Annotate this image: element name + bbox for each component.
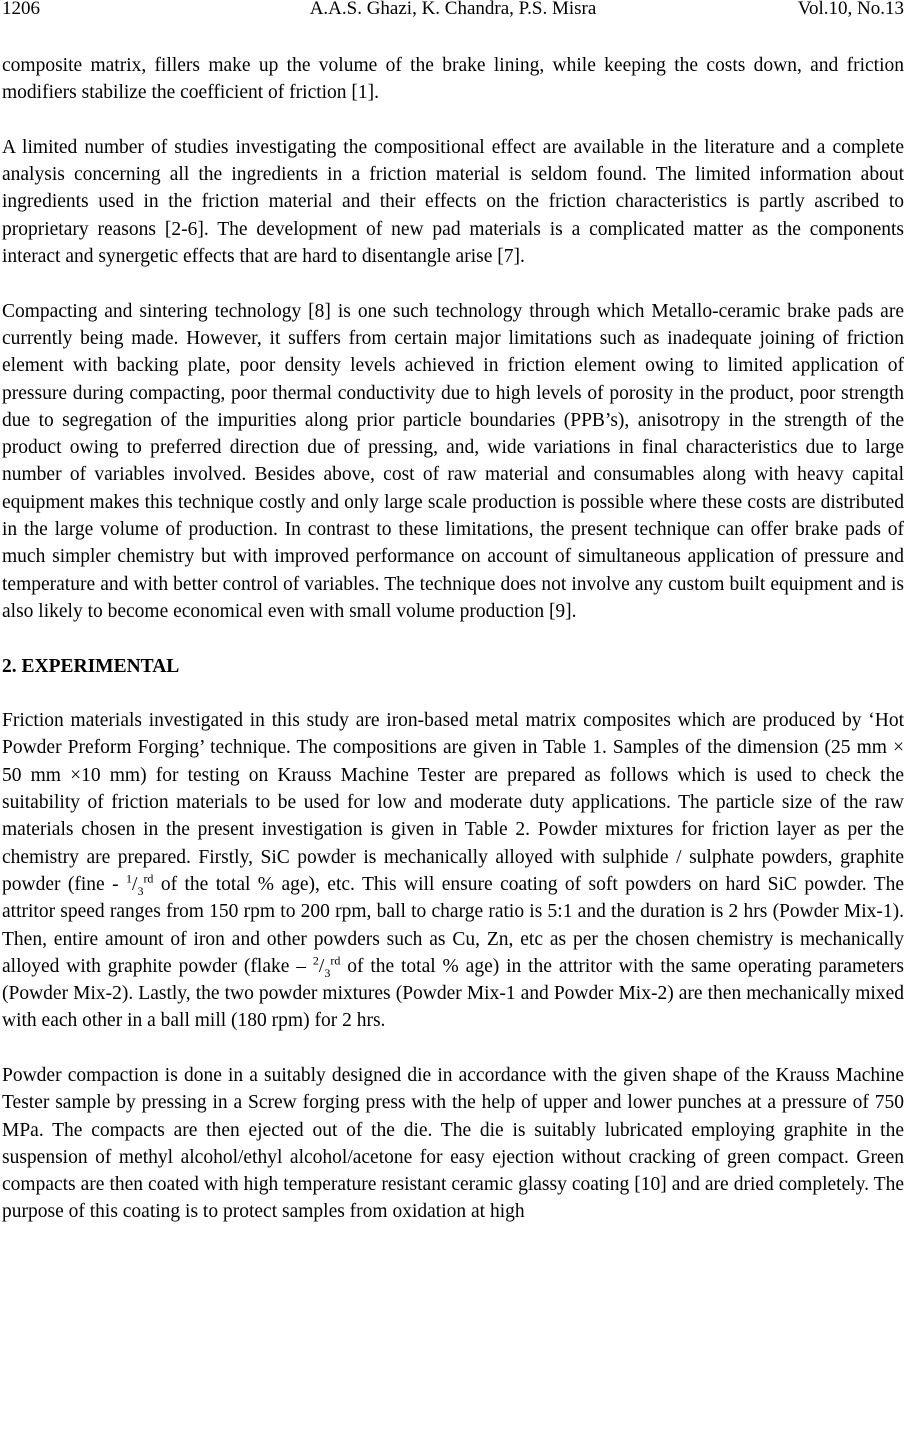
paragraph-experimental-materials: Friction materials investigated in this study are iron-based metal matrix composites which are produced by ‘Hot Powder Preform Forging’ technique. The compositions are given in Table 1. Samples of the dimension (25 mm × 50 mm ×10 mm) for testing on Krauss Machine Tester are prepared as follows which is used to check the suitability of friction materials to be used for low and moderate duty applications. The particle size of the raw materials chosen in the present investigation is given in Table 2. Powder mixtures for friction layer as per the chemistry are prepared. Firstly, SiC powder is mechanically alloyed with sulphide / sulphate powders, graphite powder (fine - $^1/_3^{rd}$ of the total % age), etc. This will ensure coating of soft powders on hard SiC powder. The attritor speed ranges from 150 rpm to 200 rpm, ball to charge ratio is 5:1 and the duration is 2 hrs (Powder Mix-1). Then, entire amount of iron and other powders such as Cu, Zn, etc as per the chosen chemistry is mechanically alloyed with graphite powder (flake – $^2/_3^{rd}$ of the total % age) in the attritor with the same operating parameters (Powder Mix-2). Lastly, the two powder mixtures (Powder Mix-1 and Powder Mix-2) are then mechanically mixed with each other in a ball mill (180 rpm) for 2 hrs. [2,710,904,1032]
paragraph-powder-compaction: Powder compaction is done in a suitably designed die in accordance with the given shape of the Krauss Machine Tester sample by pressing in a Screw forging press with the help of upper and lower punches at a pressure of 750 MPa. The compacts are then ejected out of the die. The die is suitably lubricated employing graphite in the suspension of methyl alcohol/ethyl alcohol/acetone for easy ejection without cracking of green compact. Green compacts are then coated with high temperature resistant ceramic glassy coating [10] and are dried completely. The purpose of this coating is to protect samples from oxidation at high [2,1064,904,1223]
paragraph-intro-continuation: composite matrix, fillers make up the volume of the brake lining, while keeping the costs down, and friction modifiers stabilize the coefficient of friction [1]. [2,55,904,104]
text-run: of the total % age), etc. This will ensure coating of soft powders on hard SiC powder. The attritor speed ranges from 150 rpm to 200 rpm, ball to charge ratio is 5:1 and the duration is 2 hrs (Powder Mix-1). Then, entire amount of iron and other powders such as Cu, Zn, etc as per the chosen chemistry is mechanically alloyed with graphite powder (flake – [2,873,904,977]
page-number: 1206 [2,0,40,19]
fraction-numerator: 2 [312,953,319,968]
section-heading: 2. EXPERIMENTAL [2,655,180,677]
header-authors: A.A.S. Ghazi, K. Chandra, P.S. Misra [309,0,597,19]
fraction-denominator: 3 [137,883,144,898]
ordinal-suffix: rd [143,871,154,886]
fraction-numerator: 1 [126,871,133,886]
header-volume: Vol.10, No.13 [797,0,904,19]
fraction-denominator: 3 [324,965,331,980]
ordinal-suffix: rd [330,953,341,968]
text-run: of the total % age) in the attritor with the same operating parameters (Powder Mix-2). Lastly, the two powder mixtures (Powder Mix-1 and Powder Mix-2) are then mechanically mixed with each other in a ball mill (180 rpm) for 2 hrs. [2,955,904,1032]
running-header [2,0,904,21]
paragraph-compositional-studies: A limited number of studies investigating the compositional effect are available in the literature and a complete analysis concerning all the ingredients in a friction material is seldom found. The limited information about ingredients used in the friction material and their effects on the friction characteristics is partly ascribed to proprietary reasons [2-6]. The development of new pad materials is a complicated matter as the components interact and synergetic effects that are hard to disentangle arise [7]. [2,136,904,268]
page-body [2,52,904,1226]
paragraph-sintering-technology: Compacting and sintering technology [8] is one such technology through which Metallo-ceramic brake pads are currently being made. However, it suffers from certain major limitations such as inadequate joining of friction element with backing plate, poor density levels achieved in friction element owing to limited application of pressure during compacting, poor thermal conductivity due to high levels of porosity in the product, poor strength due to segregation of the impurities along prior particle boundaries (PPB’s), anisotropy in the strength of the product owing to preferred direction due of pressing, and, wide variations in final characteristics due to large number of variables involved. Besides above, cost of raw material and consumables along with heavy capital equipment makes this technique costly and only large scale production is possible where these costs are distributed in the large volume of production. In contrast to these limitations, the present technique can offer brake pads of much simpler chemistry but with improved performance on account of simultaneous application of pressure and temperature and with better control of variables. The technique does not involve any custom built equipment and is also likely to become economical even with small volume production [9]. [2,300,904,622]
text-run: Friction materials investigated in this study are iron-based metal matrix composites which are produced by ‘Hot Powder Preform Forging’ technique. The compositions are given in Table 1. Samples of the dimension (25 mm × 50 mm ×10 mm) for testing on Krauss Machine Tester are prepared as follows which is used to check the suitability of friction materials to be used for low and moderate duty applications. The particle size of the raw materials chosen in the present investigation is given in Table 2. Powder mixtures for friction layer as per the chemistry are prepared. Firstly, SiC powder is mechanically alloyed with sulphide / sulphate powders, graphite powder (fine - [2,710,904,895]
